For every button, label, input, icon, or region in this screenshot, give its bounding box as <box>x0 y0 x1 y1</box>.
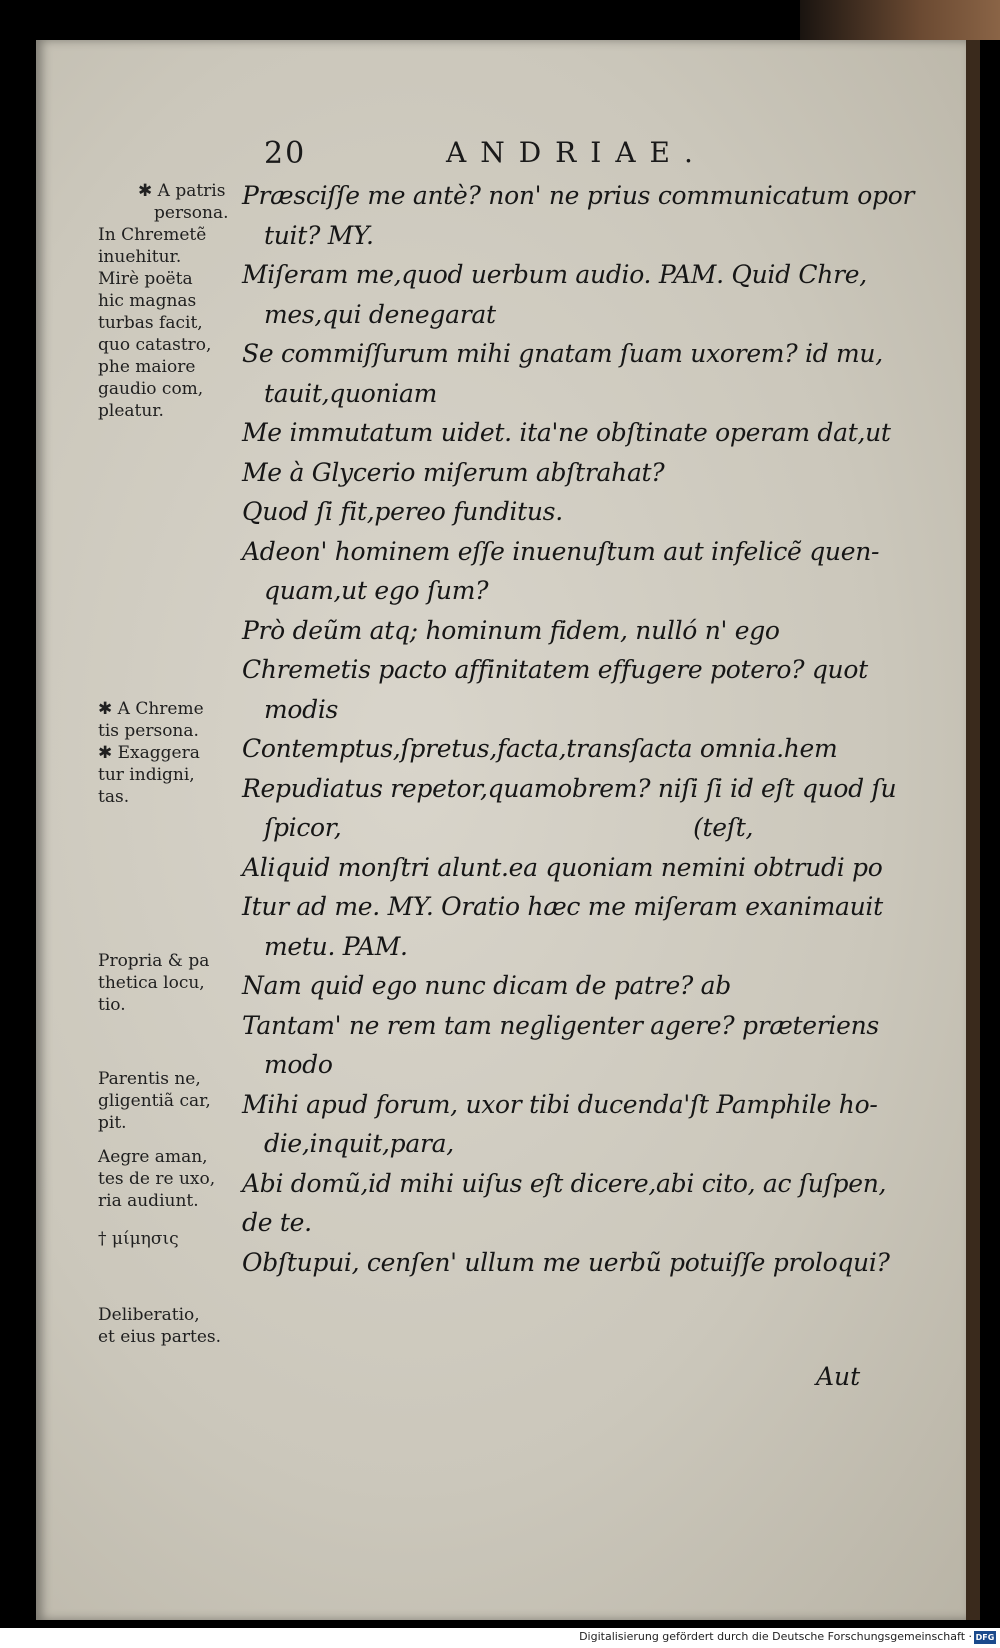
text-line: die,inquit,para, <box>264 1129 454 1158</box>
margin-note-line: tas. <box>98 787 130 807</box>
text-line: Miſeram me,quod uerbum audio. PAM. Quid Chre, <box>242 260 867 289</box>
margin-note-line: tis persona. <box>98 721 199 741</box>
margin-note-line: persona. <box>154 203 229 223</box>
text-line: Præsciſſe me antè? non' ne prius communicatum opor <box>242 181 915 210</box>
funding-credit: Digitalisierung gefördert durch die Deutsche Forschungsgemeinschaft · <box>579 1630 972 1643</box>
margin-note-line: Aegre aman, <box>98 1147 208 1167</box>
text-line: Chremetis pacto affinitatem effugere potero? quot <box>242 655 868 684</box>
margin-note-line: Mirè poëta <box>98 269 193 289</box>
margin-note-line: ria audiunt. <box>98 1191 199 1211</box>
margin-note-line: hic magnas <box>98 291 197 311</box>
text-line: tauit,quoniam <box>264 378 438 408</box>
footer-bar <box>0 1628 1000 1648</box>
page-header <box>36 136 966 176</box>
text-line: quam,ut ego ſum? <box>264 576 489 605</box>
catchword: Aut <box>816 1362 861 1391</box>
margin-note-line: tes de re uxo, <box>98 1169 216 1189</box>
margin-note-line: gligentiã car, <box>98 1091 211 1111</box>
margin-note-line: tio. <box>98 995 126 1015</box>
book-edge <box>800 0 1000 40</box>
text-line: Quod ſi fit,pereo funditus. <box>242 497 563 526</box>
text-line: Me à Glycerio miſerum abſtrahat? <box>242 457 665 487</box>
text-line: Me immutatum uidet. ita'ne obſtinate operam dat,ut <box>242 418 891 447</box>
margin-note-line: et eius partes. <box>98 1327 222 1347</box>
margin-note-line: In Chremetẽ <box>98 225 207 245</box>
margin-note-line: thetica locu, <box>98 973 205 993</box>
text-line: Se commiſſurum mihi gnatam ſuam uxorem? id mu, <box>242 339 883 368</box>
text-line: Aliquid monſtri alunt.ea quoniam nemini obtrudi po <box>242 852 883 882</box>
text-line: Contemptus,ſpretus,facta,transſacta omnia.hem <box>242 734 838 763</box>
text-line: Itur ad me. MY. Oratio hæc me miſeram exanimauit <box>242 892 883 921</box>
text-line: Adeon' hominem eſſe inuenuſtum aut infelicẽ quen- <box>242 536 880 566</box>
margin-note-line: ✱ Exaggera <box>98 743 200 763</box>
margin-note-line: phe maiore <box>98 357 196 377</box>
text-line: modo <box>264 1050 333 1079</box>
text-line: de te. <box>242 1208 312 1237</box>
margin-note-line: turbas facit, <box>98 313 203 333</box>
text-line: Repudiatus repetor,quamobrem? niſi ſi id eſt quod ſu <box>242 773 897 803</box>
margin-note-line: Deliberatio, <box>98 1305 200 1325</box>
dfg-logo-icon: DFG <box>975 1633 995 1642</box>
margin-note-line: inuehitur. <box>98 247 182 267</box>
main-text <box>242 176 942 1282</box>
text-line: Nam quid ego nunc dicam de patre? ab <box>242 971 731 1000</box>
book-page <box>36 40 980 1620</box>
text-line: modis <box>264 694 339 724</box>
margin-note-line: pit. <box>98 1113 127 1133</box>
text-line: ſpicor, (teſt, <box>264 813 754 842</box>
page-number: 20 <box>264 136 307 171</box>
margin-note-line: pleatur. <box>98 401 164 421</box>
margin-note-line: gaudio com, <box>98 379 204 399</box>
text-line: Tantam' ne rem tam negligenter agere? præteriens <box>242 1010 879 1040</box>
running-title: ANDRIAE. <box>446 136 707 169</box>
text-line: metu. PAM. <box>264 931 408 961</box>
margin-note-line: ✱ A patris <box>138 181 226 201</box>
text-line: tuit? MY. <box>264 220 374 250</box>
text-line: mes,qui denegarat <box>264 299 496 329</box>
margin-note-line: Parentis ne, <box>98 1069 201 1089</box>
text-line: Obſtupui, cenſen' ullum me uerbũ potuiſſe proloqui? <box>242 1247 890 1277</box>
margin-note-line: tur indigni, <box>98 765 195 785</box>
text-line: Mihi apud forum, uxor tibi ducenda'ſt Pamphile ho- <box>242 1089 878 1119</box>
margin-note-line: † μίμησις <box>98 1229 179 1249</box>
margin-note <box>98 1304 276 1348</box>
text-line: Prò deũm atq; hominum fidem, nulló n' ego <box>242 615 780 645</box>
margin-note-line: ✱ A Chreme <box>98 699 204 719</box>
text-line: Abi domũ,id mihi uiſus eſt dicere,abi cito, ac ſuſpen, <box>242 1168 887 1198</box>
margin-note-line: quo catastro, <box>98 335 212 355</box>
margin-note-line: Propria & pa <box>98 951 210 971</box>
